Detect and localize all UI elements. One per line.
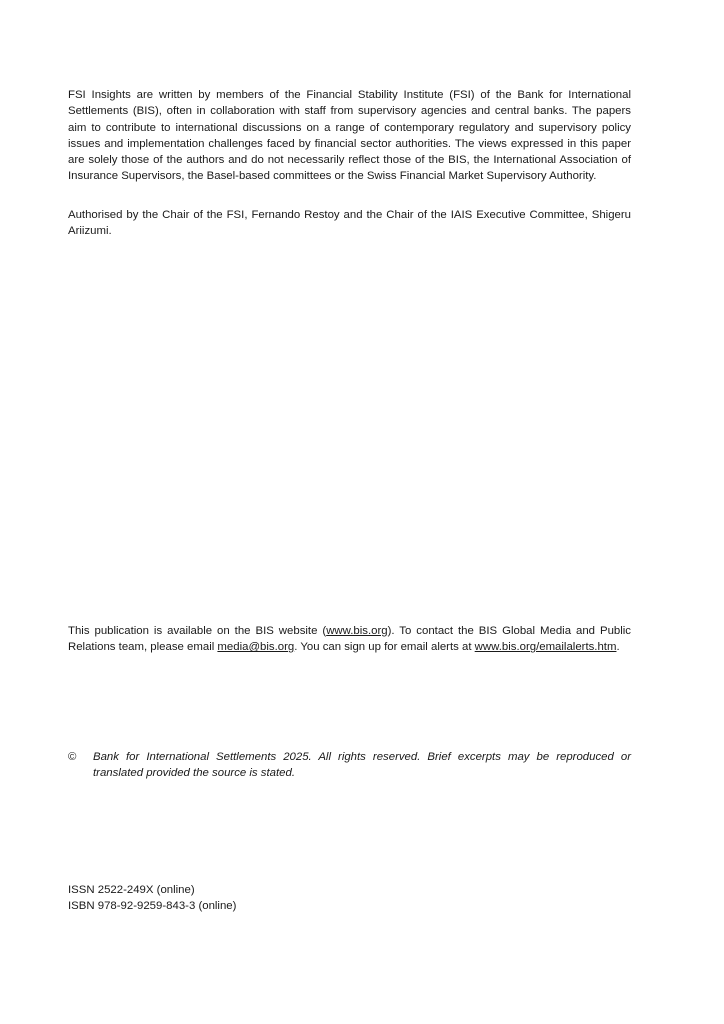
copyright-text: Bank for International Settlements 2025. All rights reserved. Brief excerpts may be reproduced or translated provided the source is stated. <box>93 751 631 780</box>
bis-website-link[interactable]: www.bis.org <box>326 625 388 637</box>
copyright-symbol: © <box>68 751 77 763</box>
isbn-line: ISBN 978-92-9259-843-3 (online) <box>68 900 237 913</box>
availability-text-4: . <box>616 641 620 654</box>
authorisation-statement <box>68 207 631 240</box>
intro-paragraph: FSI Insights are written by members of the Financial Stability Institute (FSI) of the Bank for International Settlements (BIS), often in collaboration with staff from supervisory agencies and central banks. The papers aim to contribute to international discussions on a range of contemporary regulatory and supervisory policy issues and implementation challenges faced by financial sector authorities. The views expressed in this paper are solely those of the authors and do not necessarily reflect those of the BIS, the International Association of Insurance Supervisors, the Basel-based committees or the Swiss Financial Market Supervisory Authority. <box>68 89 631 183</box>
email-alerts-link[interactable]: www.bis.org/emailalerts.htm <box>474 641 617 654</box>
issn-line: ISSN 2522-249X (online) <box>68 884 195 896</box>
availability-paragraph <box>68 623 631 656</box>
authorisation-paragraph: Authorised by the Chair of the FSI, Fernando Restoy and the Chair of the IAIS Executive Committee, Shigeru Ariizumi. <box>68 209 631 238</box>
availability-text-2: ). To contact the BIS Global Media and Public Relations team, please email <box>68 625 632 654</box>
availability-text-3: . You can sign up for email alerts at <box>294 641 475 654</box>
media-email-link[interactable]: media@bis.org <box>217 641 295 654</box>
availability-notice <box>68 623 631 656</box>
fsi-insights-intro <box>68 87 631 185</box>
availability-text-1: This publication is available on the BIS website ( <box>68 625 327 637</box>
publication-identifiers <box>68 882 631 915</box>
